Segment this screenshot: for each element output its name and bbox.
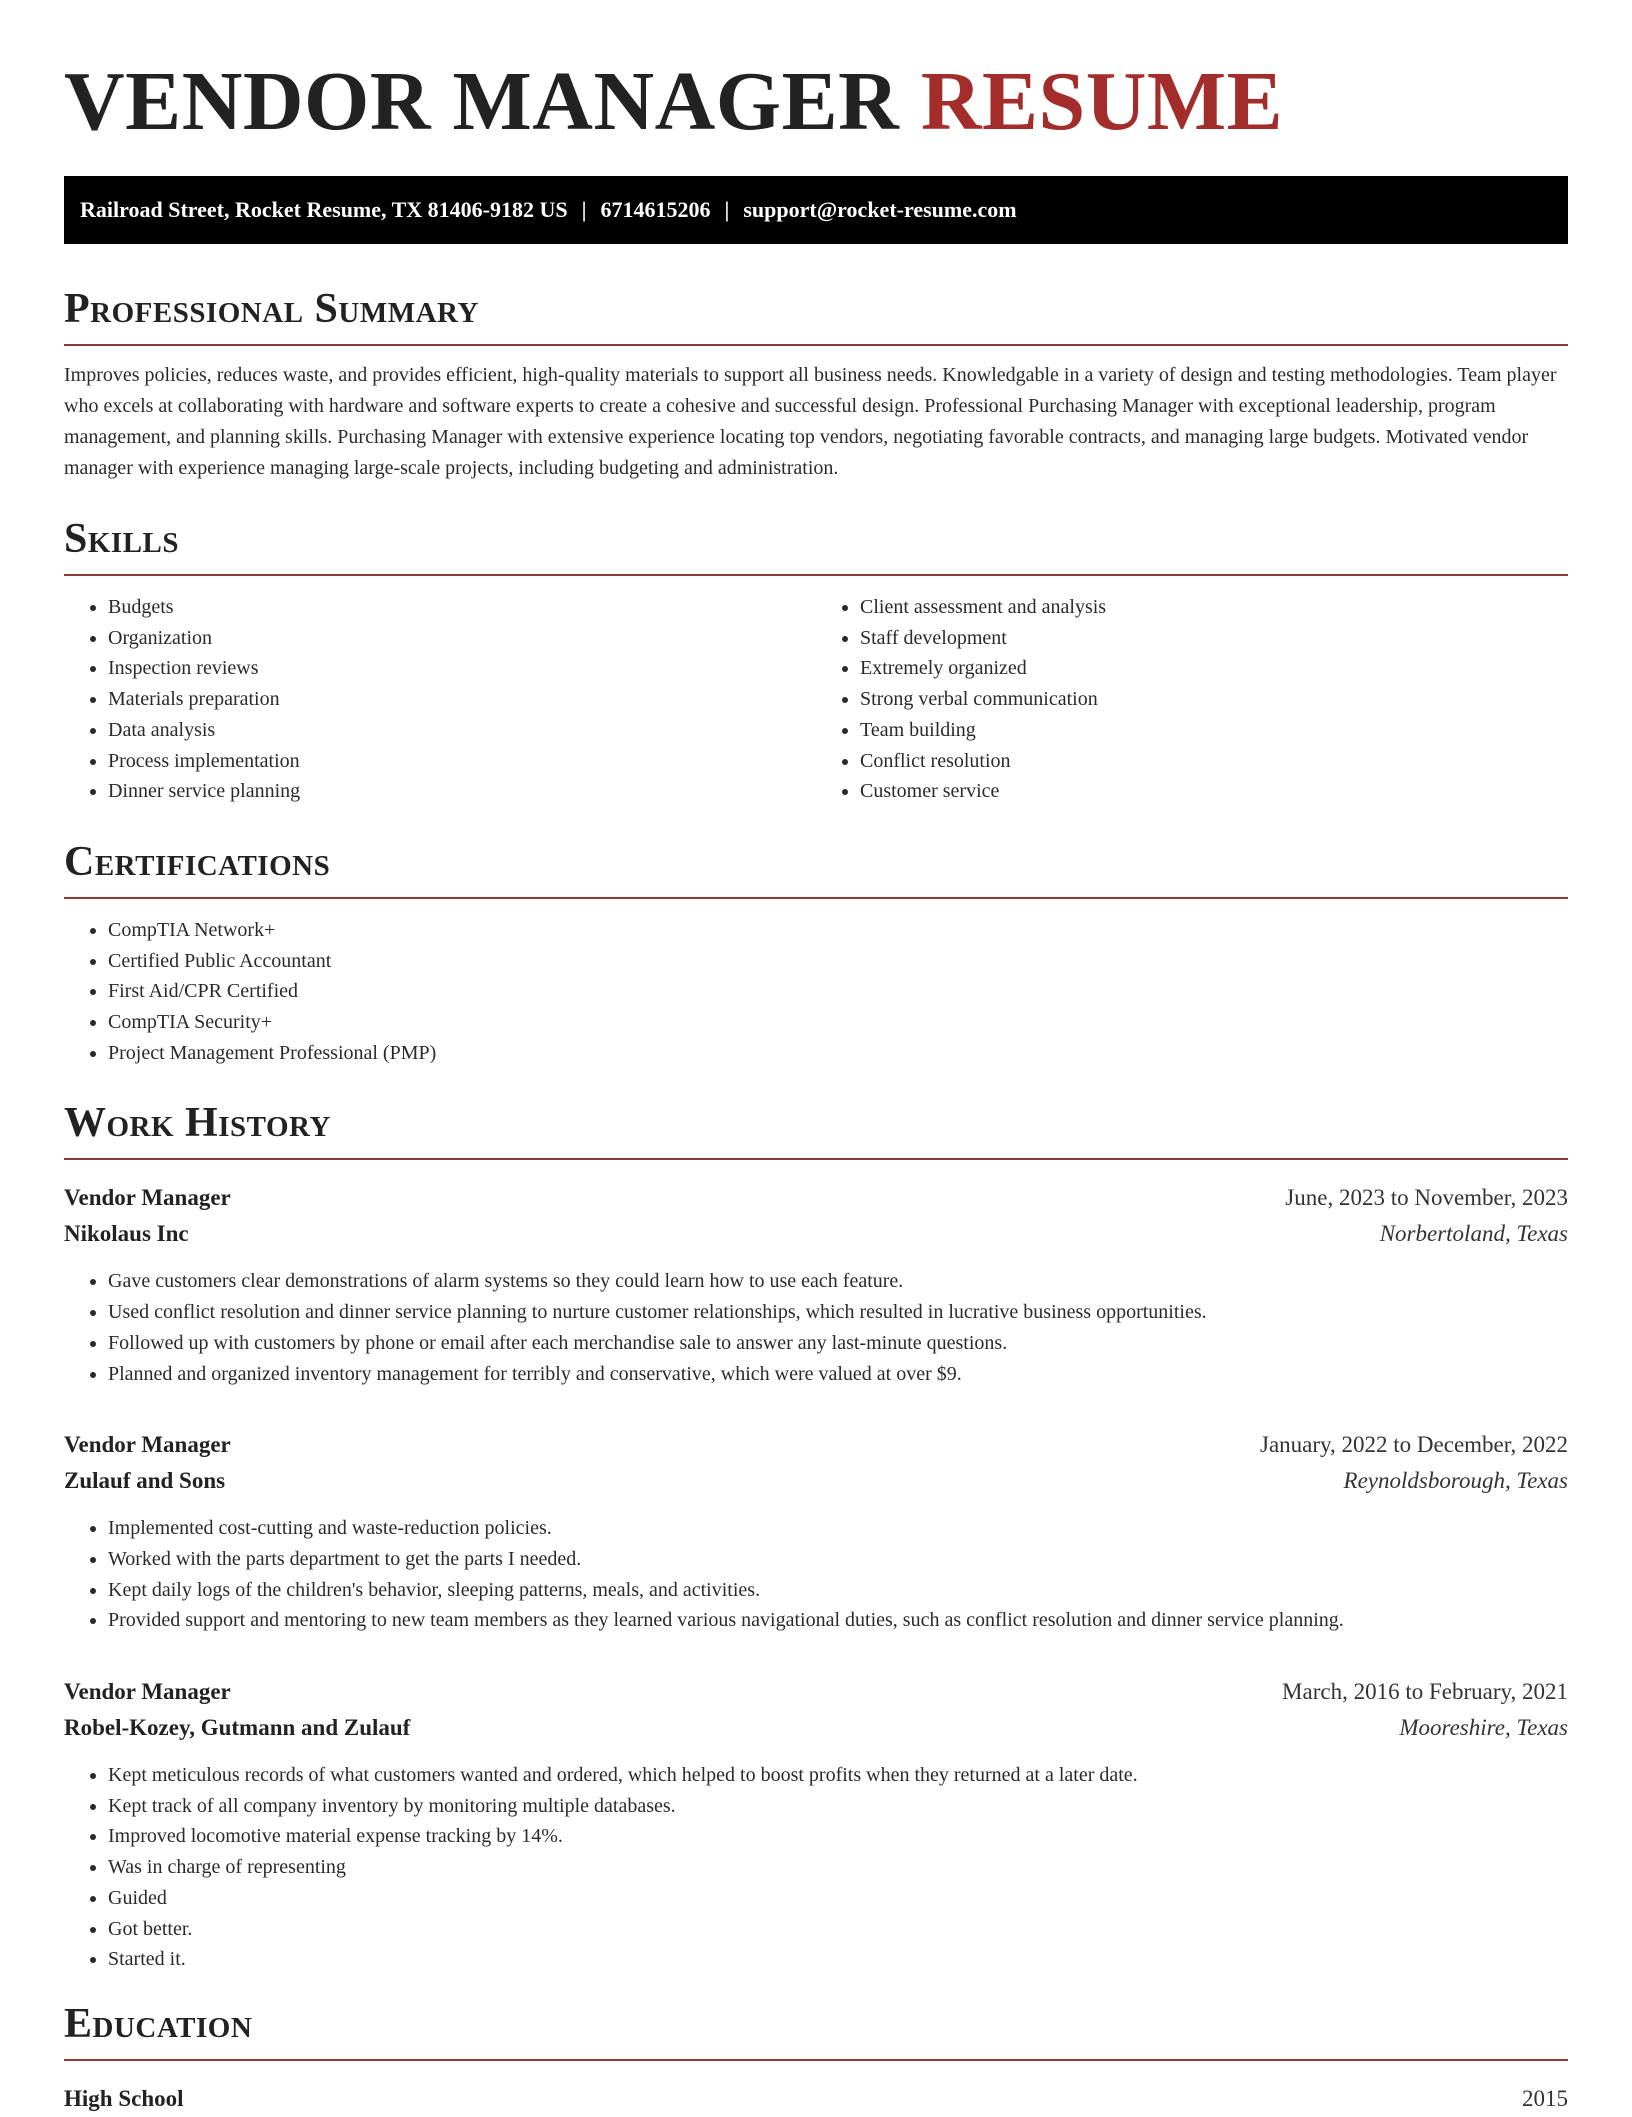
summary-heading: Professional Summary	[64, 284, 1568, 346]
job-title: Vendor Manager	[64, 1432, 231, 1458]
skill-item: • Materials preparation	[108, 684, 816, 715]
job-location: Reynoldsborough, Texas	[1343, 1468, 1568, 1494]
education-year: 2015	[1522, 2085, 1568, 2111]
skill-item: • Customer service	[860, 776, 1568, 807]
job-duty: • Started it.	[108, 1944, 1568, 1975]
certifications-list	[64, 915, 1568, 1069]
contact-separator: |	[724, 197, 730, 222]
certifications-heading: Certifications	[64, 837, 1568, 899]
contact-email: support@rocket-resume.com	[743, 197, 1017, 222]
skill-item: • Team building	[860, 715, 1568, 746]
education-heading: Education	[64, 1999, 1568, 2061]
job-company: Zulauf and Sons	[64, 1468, 226, 1494]
skill-item: • Dinner service planning	[108, 776, 816, 807]
job-duty: • Improved locomotive material expense tracking by 14%.	[108, 1821, 1568, 1852]
job-company-row	[64, 1710, 1568, 1746]
job-company-row	[64, 1216, 1568, 1252]
job-location: Mooreshire, Texas	[1399, 1715, 1568, 1741]
job-duty: • Kept track of all company inventory by monitoring multiple databases.	[108, 1791, 1568, 1822]
job-company-row	[64, 1463, 1568, 1499]
job-duty: • Followed up with customers by phone or email after each merchandise sale to answer any last-minute questions.	[108, 1328, 1568, 1359]
skill-item: • Organization	[108, 623, 816, 654]
contact-phone: 6714615206	[600, 197, 711, 222]
job-location: Norbertoland, Texas	[1379, 1221, 1568, 1247]
job-duty: • Was in charge of representing	[108, 1852, 1568, 1883]
work-history-section	[64, 1098, 1568, 1975]
certification-item: • CompTIA Security+	[108, 1007, 1568, 1038]
job-duty: • Guided	[108, 1883, 1568, 1914]
job-duty: • Kept daily logs of the children's behavior, sleeping patterns, meals, and activities.	[108, 1575, 1568, 1606]
job-title-row	[64, 1180, 1568, 1216]
contact-address: Railroad Street, Rocket Resume, TX 81406-9182 US	[80, 197, 568, 222]
summary-section	[64, 284, 1568, 484]
job-duty: • Provided support and mentoring to new team members as they learned various navigational duties, such as conflict resolution and dinner service planning.	[108, 1605, 1568, 1636]
job-dates: January, 2022 to December, 2022	[1260, 1432, 1568, 1458]
skills-list-right	[816, 592, 1568, 807]
job-company: Nikolaus Inc	[64, 1221, 189, 1247]
certification-item: • CompTIA Network+	[108, 915, 1568, 946]
job-duty: • Worked with the parts department to get the parts I needed.	[108, 1544, 1568, 1575]
title-main: VENDOR MANAGER	[64, 55, 900, 148]
certification-item: • First Aid/CPR Certified	[108, 976, 1568, 1007]
job-entry	[64, 1427, 1568, 1636]
skills-heading: Skills	[64, 514, 1568, 576]
job-duties-list	[64, 1760, 1568, 1975]
title-accent: RESUME	[920, 55, 1284, 148]
job-dates: March, 2016 to February, 2021	[1282, 1679, 1568, 1705]
job-dates: June, 2023 to November, 2023	[1285, 1185, 1568, 1211]
skill-item: • Client assessment and analysis	[860, 592, 1568, 623]
job-title: Vendor Manager	[64, 1185, 231, 1211]
job-duty: • Got better.	[108, 1914, 1568, 1945]
skill-item: • Inspection reviews	[108, 653, 816, 684]
contact-separator: |	[581, 197, 587, 222]
resume-title	[64, 0, 1568, 148]
job-duty: • Planned and organized inventory management for terribly and conservative, which were valued at over $9.	[108, 1359, 1568, 1390]
work-history-heading: Work History	[64, 1098, 1568, 1160]
skill-item: • Data analysis	[108, 715, 816, 746]
job-duty: • Used conflict resolution and dinner service planning to nurture customer relationships, which resulted in lucrative business opportunities.	[108, 1297, 1568, 1328]
skills-list-left	[64, 592, 816, 807]
job-duties-list	[64, 1513, 1568, 1636]
skills-section	[64, 514, 1568, 807]
skill-item: • Extremely organized	[860, 653, 1568, 684]
job-company: Robel-Kozey, Gutmann and Zulauf	[64, 1715, 411, 1741]
job-entry	[64, 1180, 1568, 1389]
skill-item: • Staff development	[860, 623, 1568, 654]
job-duty: • Kept meticulous records of what customers wanted and ordered, which helped to boost profits when they returned at a later date.	[108, 1760, 1568, 1791]
job-title: Vendor Manager	[64, 1679, 231, 1705]
education-degree: High School	[64, 2085, 184, 2111]
job-title-row	[64, 1674, 1568, 1710]
certification-item: • Certified Public Accountant	[108, 946, 1568, 977]
certification-item: • Project Management Professional (PMP)	[108, 1038, 1568, 1069]
job-duties-list	[64, 1266, 1568, 1389]
certifications-section	[64, 837, 1568, 1069]
job-duty: • Gave customers clear demonstrations of alarm systems so they could learn how to use each feature.	[108, 1266, 1568, 1297]
skills-columns	[64, 576, 1568, 807]
summary-text: Improves policies, reduces waste, and provides efficient, high-quality materials to support all business needs. Knowledgable in a variety of design and testing methodologies. Team player who excels at collaborating with hardware and software experts to create a cohesive and successful design. Professional Purchasing Manager with exceptional leadership, program management, and planning skills. Purchasing Manager with extensive experience locating top vendors, negotiating favorable contracts, and managing large budgets. Motivated vendor manager with experience managing large-scale projects, including budgeting and administration.	[64, 364, 1557, 479]
skill-item: • Strong verbal communication	[860, 684, 1568, 715]
job-duty: • Implemented cost-cutting and waste-reduction policies.	[108, 1513, 1568, 1544]
skill-item: • Budgets	[108, 592, 816, 623]
skill-item: • Conflict resolution	[860, 746, 1568, 777]
job-entry	[64, 1674, 1568, 1975]
education-section	[64, 1999, 1568, 2117]
job-title-row	[64, 1427, 1568, 1463]
contact-bar	[64, 176, 1568, 244]
skill-item: • Process implementation	[108, 746, 816, 777]
